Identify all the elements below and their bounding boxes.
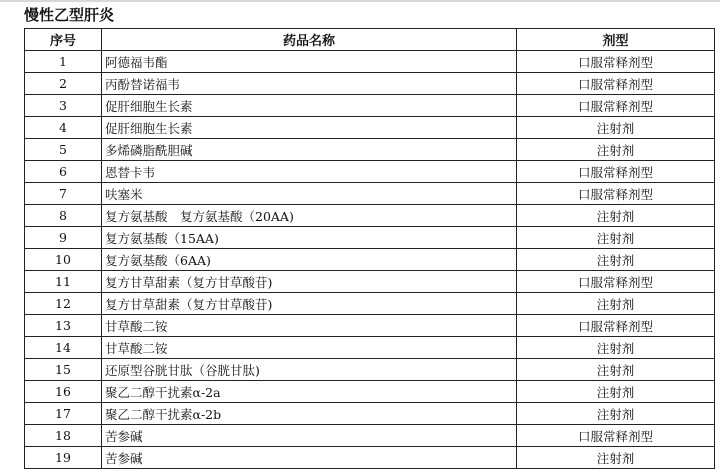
cell-dosage-form: 注射剂 bbox=[517, 359, 715, 381]
table-row bbox=[25, 139, 715, 161]
cell-dosage-form: 注射剂 bbox=[517, 249, 715, 271]
cell-drug-name: 复方氨基酸（15AA) bbox=[102, 227, 517, 249]
cell-dosage-form: 注射剂 bbox=[517, 403, 715, 425]
table-body bbox=[25, 51, 715, 469]
cell-dosage-form: 注射剂 bbox=[517, 117, 715, 139]
table-row bbox=[25, 161, 715, 183]
table-row bbox=[25, 95, 715, 117]
cell-drug-name: 阿德福韦酯 bbox=[102, 51, 517, 73]
cell-no: 4 bbox=[25, 117, 102, 139]
cell-drug-name: 呋塞米 bbox=[102, 183, 517, 205]
cell-drug-name: 丙酚替诺福韦 bbox=[102, 73, 517, 95]
cell-no: 14 bbox=[25, 337, 102, 359]
section-title: 慢性乙型肝炎 bbox=[24, 6, 115, 24]
cell-drug-name: 苦参碱 bbox=[102, 425, 517, 447]
drug-table bbox=[24, 28, 715, 469]
cell-dosage-form: 口服常释剂型 bbox=[517, 425, 715, 447]
table-row bbox=[25, 447, 715, 469]
cell-no: 5 bbox=[25, 139, 102, 161]
cell-no: 8 bbox=[25, 205, 102, 227]
cell-no: 9 bbox=[25, 227, 102, 249]
table-row bbox=[25, 205, 715, 227]
cell-drug-name: 苦参碱 bbox=[102, 447, 517, 469]
table-row bbox=[25, 183, 715, 205]
table-row bbox=[25, 293, 715, 315]
cell-drug-name: 还原型谷胱甘肽（谷胱甘肽) bbox=[102, 359, 517, 381]
cell-drug-name: 甘草酸二铵 bbox=[102, 315, 517, 337]
cell-drug-name: 促肝细胞生长素 bbox=[102, 95, 517, 117]
cell-drug-name: 复方甘草甜素（复方甘草酸苷) bbox=[102, 293, 517, 315]
header-dosage-form: 剂型 bbox=[517, 29, 715, 51]
cell-no: 10 bbox=[25, 249, 102, 271]
cell-no: 7 bbox=[25, 183, 102, 205]
cell-no: 3 bbox=[25, 95, 102, 117]
cell-no: 19 bbox=[25, 447, 102, 469]
cell-dosage-form: 注射剂 bbox=[517, 447, 715, 469]
table-row bbox=[25, 73, 715, 95]
cell-no: 18 bbox=[25, 425, 102, 447]
header-no: 序号 bbox=[25, 29, 102, 51]
cell-no: 2 bbox=[25, 73, 102, 95]
table-row bbox=[25, 425, 715, 447]
cell-dosage-form: 口服常释剂型 bbox=[517, 271, 715, 293]
cell-drug-name: 复方氨基酸（6AA) bbox=[102, 249, 517, 271]
cell-no: 12 bbox=[25, 293, 102, 315]
top-border-line bbox=[0, 0, 720, 2]
cell-drug-name: 聚乙二醇干扰素α-2b bbox=[102, 403, 517, 425]
cell-drug-name: 甘草酸二铵 bbox=[102, 337, 517, 359]
cell-dosage-form: 口服常释剂型 bbox=[517, 95, 715, 117]
table-row bbox=[25, 381, 715, 403]
cell-dosage-form: 注射剂 bbox=[517, 293, 715, 315]
cell-drug-name: 聚乙二醇干扰素α-2a bbox=[102, 381, 517, 403]
table-header-row bbox=[25, 29, 715, 51]
cell-dosage-form: 口服常释剂型 bbox=[517, 73, 715, 95]
cell-dosage-form: 口服常释剂型 bbox=[517, 161, 715, 183]
cell-no: 16 bbox=[25, 381, 102, 403]
table-row bbox=[25, 403, 715, 425]
header-drug-name: 药品名称 bbox=[102, 29, 517, 51]
cell-no: 6 bbox=[25, 161, 102, 183]
cell-drug-name: 多烯磷脂酰胆碱 bbox=[102, 139, 517, 161]
table-row bbox=[25, 117, 715, 139]
cell-dosage-form: 注射剂 bbox=[517, 139, 715, 161]
cell-no: 1 bbox=[25, 51, 102, 73]
cell-dosage-form: 注射剂 bbox=[517, 205, 715, 227]
cell-drug-name: 复方氨基酸 复方氨基酸（20AA) bbox=[102, 205, 517, 227]
cell-drug-name: 促肝细胞生长素 bbox=[102, 117, 517, 139]
cell-dosage-form: 口服常释剂型 bbox=[517, 51, 715, 73]
cell-no: 13 bbox=[25, 315, 102, 337]
table-row bbox=[25, 359, 715, 381]
cell-dosage-form: 注射剂 bbox=[517, 381, 715, 403]
cell-dosage-form: 注射剂 bbox=[517, 227, 715, 249]
cell-dosage-form: 口服常释剂型 bbox=[517, 183, 715, 205]
cell-dosage-form: 口服常释剂型 bbox=[517, 315, 715, 337]
table-row bbox=[25, 51, 715, 73]
cell-no: 15 bbox=[25, 359, 102, 381]
cell-no: 11 bbox=[25, 271, 102, 293]
table-row bbox=[25, 249, 715, 271]
table-row bbox=[25, 315, 715, 337]
table-row bbox=[25, 337, 715, 359]
cell-drug-name: 恩替卡韦 bbox=[102, 161, 517, 183]
table-row bbox=[25, 271, 715, 293]
cell-dosage-form: 注射剂 bbox=[517, 337, 715, 359]
table-row bbox=[25, 227, 715, 249]
cell-no: 17 bbox=[25, 403, 102, 425]
cell-drug-name: 复方甘草甜素（复方甘草酸苷) bbox=[102, 271, 517, 293]
